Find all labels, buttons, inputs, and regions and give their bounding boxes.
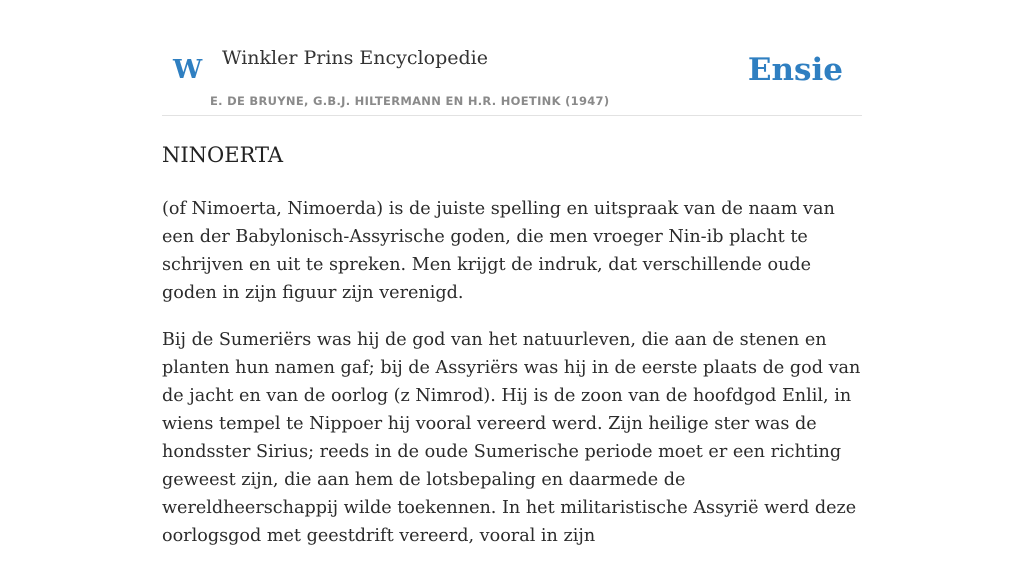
article-paragraph: (of Nimoerta, Nimoerda) is de juiste spelling en uitspraak van de naam van een der Babylonisch-Assyrische goden, die men vroeger Nin-ib placht te schrijven en uit te spreken. Men krijgt de indruk, dat verschillende oude goden in zijn figuur zijn verenigd.: [162, 199, 835, 303]
publication-logo: W: [173, 55, 203, 85]
ensie-logo-link[interactable]: Ensie: [747, 52, 843, 88]
article-paragraph: Bij de Sumeriërs was hij de god van het natuurleven, die aan de stenen en planten hun namen gaf; bij de Assyriërs was hij in de eerste plaats de god van de jacht en van de oorlog (z Nimrod). Hij is de zoon van de hoofdgod Enlil, in wiens tempel te Nippoer hij vooral vereerd werd. Zijn heilige ster was de hondsster Sirius; reeds in de oude Sumerische periode moet er een richting geweest zijn, die aan hem de lotsbepaling en daarmede de wereldheerschappij wilde toekennen. In het militaristische Assyrië werd deze oorlogsgod met geestdrift vereerd, vooral in zijn: [162, 330, 861, 546]
publication-header: [162, 40, 862, 116]
article-title: NINOERTA: [162, 143, 284, 167]
publication-authors: E. DE BRUYNE, G.B.J. HILTERMANN EN H.R. HOETINK (1947): [210, 94, 610, 108]
publication-title[interactable]: Winkler Prins Encyclopedie: [222, 47, 488, 69]
article-content: [162, 138, 867, 569]
